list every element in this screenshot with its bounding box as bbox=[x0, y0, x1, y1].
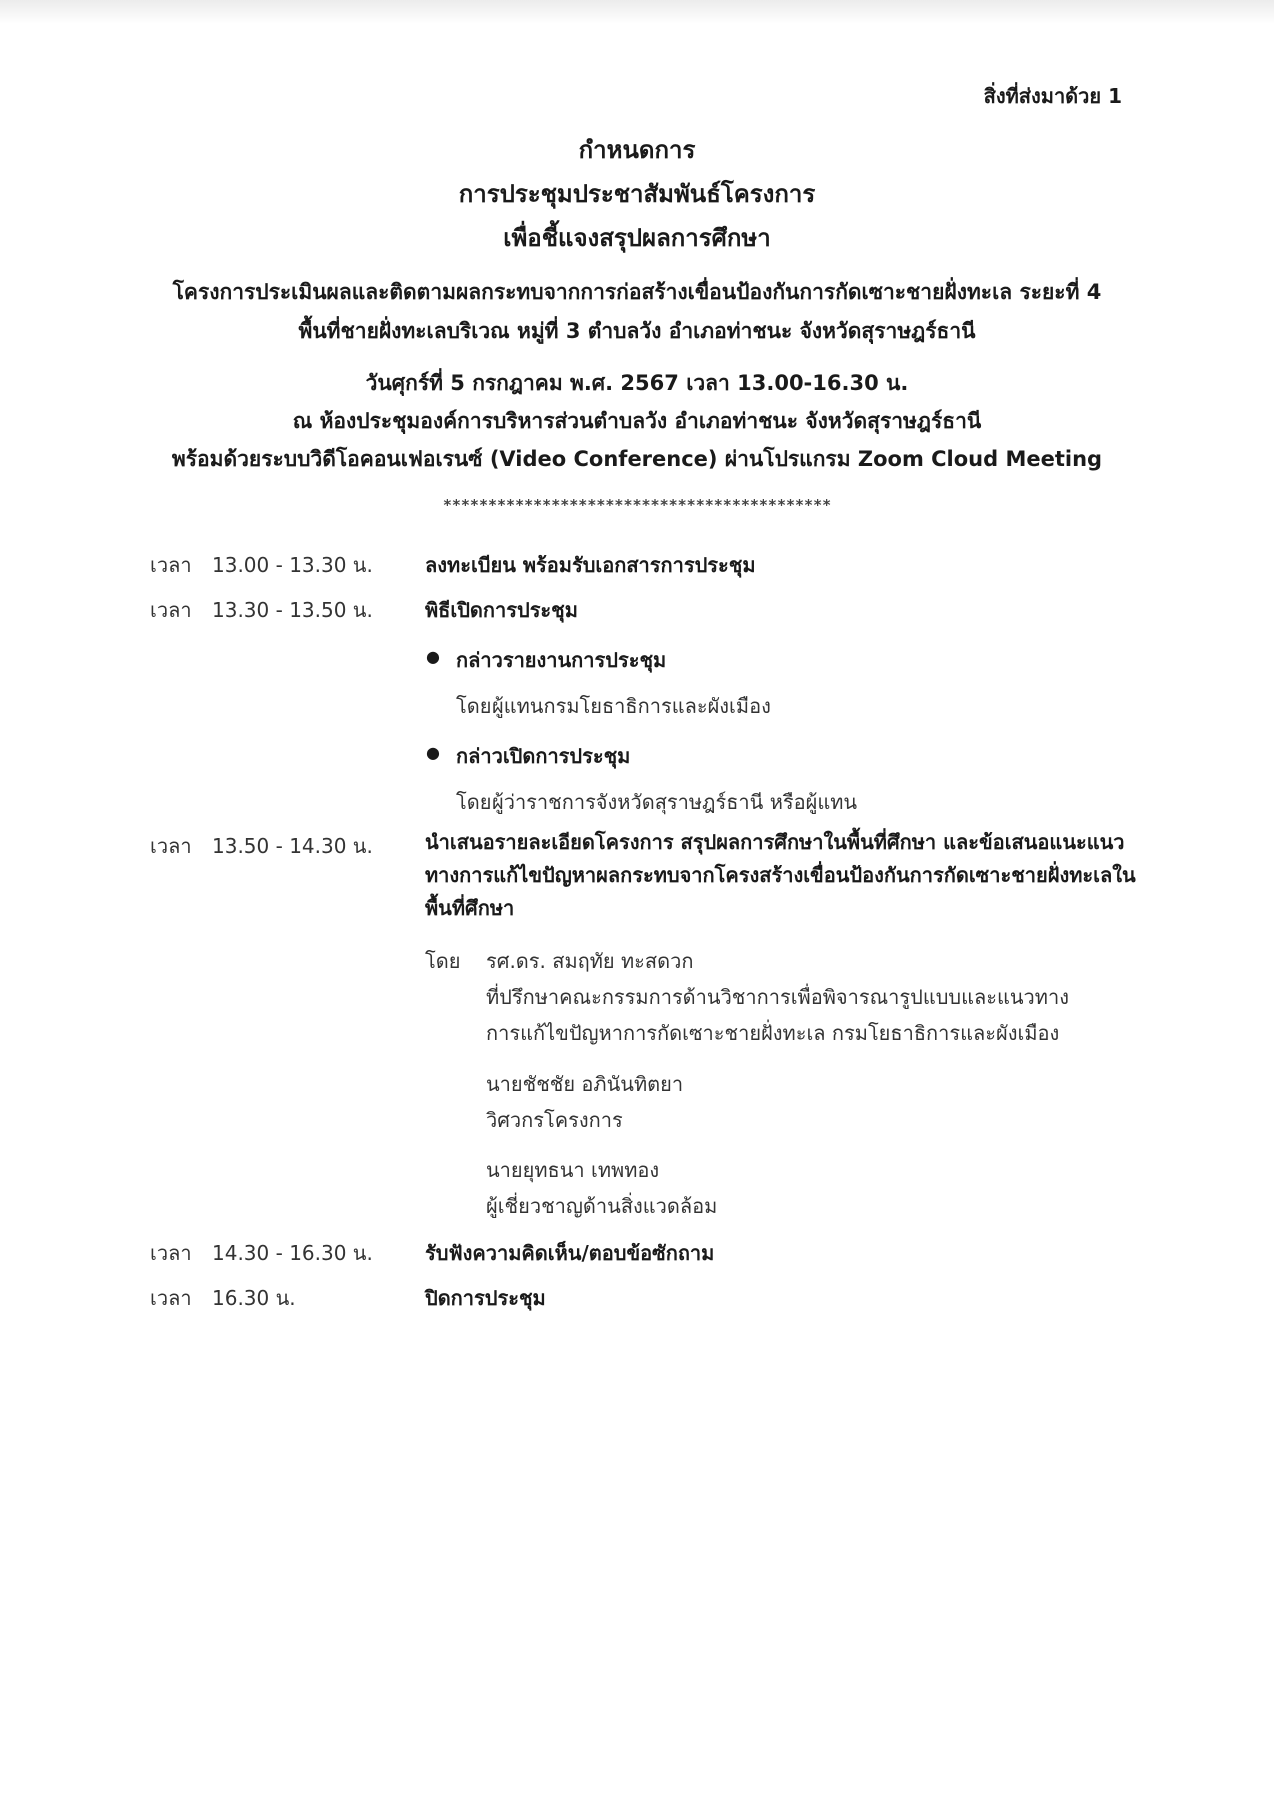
by-label: โดย bbox=[456, 790, 492, 814]
sub-item-by: ผู้แทนกรมโยธาธิการและผังเมือง bbox=[492, 694, 771, 718]
presenter-role: การแก้ไขปัญหาการกัดเซาะชายฝั่งทะเล กรมโยธาธิการและผังเมือง bbox=[486, 1021, 1060, 1045]
doc-title: กำหนดการ bbox=[578, 136, 696, 164]
by-label: โดย bbox=[456, 694, 492, 718]
agenda-activity: นำเสนอรายละเอียดโครงการ สรุปผลการศึกษาในพื้นที่ศึกษา และข้อเสนอแนะแนวทางการแก้ไขปัญหาผลกระทบจากโครงสร้างเขื่อนป้องกันการกัดเซาะชายฝั่งทะเลในพื้นที่ศึกษา bbox=[425, 830, 1136, 920]
doc-subtitle: การประชุมประชาสัมพันธ์โครงการ bbox=[458, 180, 816, 208]
sub-item-title: กล่าวรายงานการประชุม bbox=[456, 648, 667, 672]
agenda-activity: รับฟังความคิดเห็น/ตอบข้อซักถาม bbox=[425, 1241, 715, 1265]
project-name: โครงการประเมินผลและติดตามผลกระทบจากการก่อสร้างเขื่อนป้องกันการกัดเซาะชายฝั่งทะเล ระยะที่ 4 bbox=[172, 280, 1102, 304]
project-area: พื้นที่ชายฝั่งทะเลบริเวณ หมู่ที่ 3 ตำบลวัง อำเภอท่าชนะ จังหวัดสุราษฎร์ธานี bbox=[298, 319, 976, 343]
separator: ******************************************* bbox=[442, 496, 832, 514]
meeting-date: วันศุกร์ที่ 5 กรกฎาคม พ.ศ. 2567 เวลา 13.00-16.30 น. bbox=[365, 371, 909, 395]
sub-item-by: ผู้ว่าราชการจังหวัดสุราษฎร์ธานี หรือผู้แทน bbox=[492, 790, 858, 814]
agenda-activity: ปิดการประชุม bbox=[425, 1286, 546, 1310]
time-label: เวลา bbox=[150, 553, 192, 577]
meeting-online: พร้อมด้วยระบบวิดีโอคอนเฟอเรนซ์ (Video Conference) ผ่านโปรแกรม Zoom Cloud Meeting bbox=[171, 447, 1103, 471]
time-label: เวลา bbox=[150, 834, 192, 858]
time-label: เวลา bbox=[150, 598, 192, 622]
attachment-label: สิ่งที่ส่งมาด้วย 1 bbox=[983, 84, 1122, 108]
bullet-icon: ● bbox=[426, 647, 440, 666]
presenter-role: ผู้เชี่ยวชาญด้านสิ่งแวดล้อม bbox=[486, 1194, 718, 1218]
by-label: โดย bbox=[425, 949, 461, 973]
presenter-role: ที่ปรึกษาคณะกรรมการด้านวิชาการเพื่อพิจารณารูปแบบและแนวทาง bbox=[486, 985, 1069, 1009]
agenda-time: 13.00 - 13.30 น. bbox=[212, 553, 373, 577]
doc-subtitle-2: เพื่อชี้แจงสรุปผลการศึกษา bbox=[503, 224, 771, 252]
agenda-activity: ลงทะเบียน พร้อมรับเอกสารการประชุม bbox=[425, 553, 756, 577]
agenda-activity: พิธีเปิดการประชุม bbox=[425, 598, 578, 622]
bullet-icon: ● bbox=[426, 743, 440, 762]
agenda-time: 16.30 น. bbox=[212, 1286, 296, 1310]
agenda-time: 14.30 - 16.30 น. bbox=[212, 1241, 373, 1265]
presenter-name: นายชัชชัย อภินันทิตยา bbox=[486, 1072, 684, 1096]
agenda-time: 13.30 - 13.50 น. bbox=[212, 598, 373, 622]
time-label: เวลา bbox=[150, 1286, 192, 1310]
presenter-role: วิศวกรโครงการ bbox=[486, 1108, 623, 1132]
presenter-name: นายยุทธนา เทพทอง bbox=[486, 1158, 660, 1182]
sub-item-title: กล่าวเปิดการประชุม bbox=[456, 744, 631, 768]
presenter-name: รศ.ดร. สมฤทัย ทะสดวก bbox=[486, 949, 694, 973]
meeting-venue: ณ ห้องประชุมองค์การบริหารส่วนตำบลวัง อำเภอท่าชนะ จังหวัดสุราษฎร์ธานี bbox=[292, 409, 982, 433]
time-label: เวลา bbox=[150, 1241, 192, 1265]
agenda-time: 13.50 - 14.30 น. bbox=[212, 834, 373, 858]
